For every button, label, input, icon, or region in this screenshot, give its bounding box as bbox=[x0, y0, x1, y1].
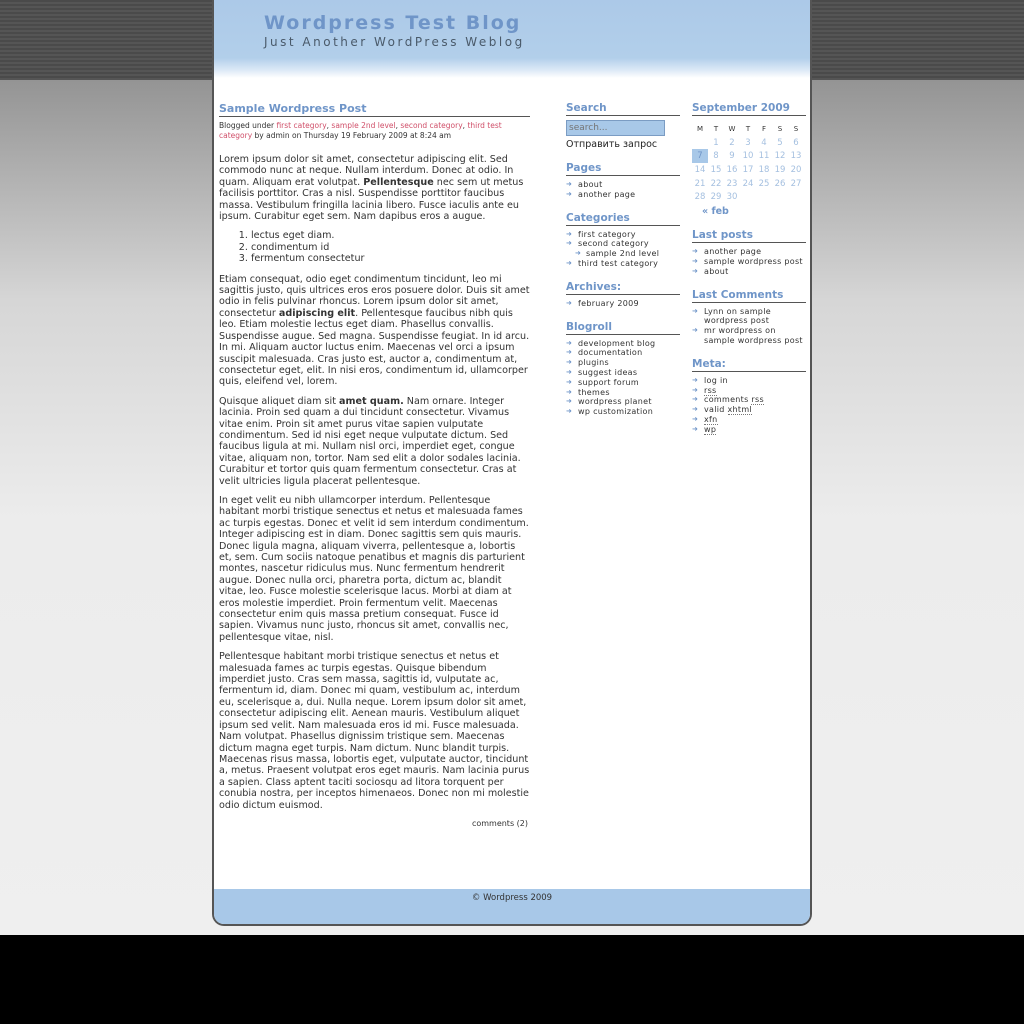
calendar-day-header: T bbox=[745, 124, 751, 133]
calendar-day: 8 bbox=[713, 151, 719, 162]
blogroll-title: Blogroll bbox=[566, 321, 680, 335]
page-link-about[interactable]: ➜ about bbox=[566, 180, 680, 190]
calendar-day: 17 bbox=[742, 164, 754, 175]
calendar-table bbox=[692, 122, 804, 204]
footer-copyright: © Wordpress 2009 bbox=[471, 893, 553, 903]
last-comment-link[interactable]: ➜ mr wordpress on sample wordpress post bbox=[692, 326, 806, 346]
sidebar-right bbox=[692, 102, 806, 446]
calendar-day: 9 bbox=[729, 151, 735, 162]
last-posts-widget bbox=[692, 229, 806, 276]
last-comments-widget bbox=[692, 289, 806, 346]
calendar-day: 23 bbox=[726, 178, 738, 189]
post-meta: Blogged under first category, sample 2nd level, second category, third test category by admin on Thursday 19 February 2009 at 8:24 am bbox=[219, 121, 502, 140]
blogroll-link[interactable]: ➜ support forum bbox=[566, 378, 680, 388]
calendar-day: 28 bbox=[694, 192, 706, 203]
calendar-day: 18 bbox=[758, 164, 770, 175]
search-title: Search bbox=[566, 102, 680, 116]
blogroll-widget bbox=[566, 321, 680, 417]
calendar-day: 14 bbox=[694, 164, 706, 175]
last-post-link[interactable]: ➜ about bbox=[692, 267, 806, 277]
calendar-day: 10 bbox=[742, 151, 754, 162]
calendar-day-header: W bbox=[728, 124, 736, 133]
post-list bbox=[251, 230, 530, 264]
categories-widget bbox=[566, 212, 680, 269]
post-paragraph: Quisque aliquet diam sit amet quam. Nam ornare. Integer lacinia. Proin sed quam a dui tincidunt consectetur. Vivamus vitae enim. Proin sit amet purus vitae sapien vulputate condimentum. Sed id nisi eget neque vulputate dictum. Sed faucibus ligula at mi. Nullam nisl orci, imperdiet eget, congue vitae, aliquam non, tortor. Nam sed elit a dolor sodales lacinia. Curabitur et tortor quis quam fermentum consectetur. Cras at velit ultricies ligula placerat pellentesque. bbox=[219, 395, 521, 487]
calendar-day: 22 bbox=[710, 178, 722, 189]
search-input[interactable] bbox=[566, 120, 665, 136]
category-link[interactable]: ➜ first category bbox=[566, 230, 680, 240]
blogroll-link[interactable]: ➜ suggest ideas bbox=[566, 368, 680, 378]
calendar-day: 4 bbox=[761, 137, 767, 148]
calendar-day: 12 bbox=[774, 151, 786, 162]
calendar-empty-cell bbox=[756, 190, 772, 204]
calendar-day-header: S bbox=[777, 124, 783, 133]
calendar-day: 6 bbox=[793, 137, 799, 148]
archive-link[interactable]: ➜ february 2009 bbox=[566, 299, 680, 309]
blogroll-link[interactable]: ➜ wordpress planet bbox=[566, 397, 680, 407]
post bbox=[219, 102, 530, 828]
page-link-another-page[interactable]: ➜ another page bbox=[566, 190, 680, 200]
calendar-widget bbox=[692, 102, 806, 217]
calendar-day: 15 bbox=[710, 164, 722, 175]
blogroll-link[interactable]: ➜ development blog bbox=[566, 339, 680, 349]
categories-title: Categories bbox=[566, 212, 680, 226]
calendar-day: 11 bbox=[758, 151, 770, 162]
calendar-day: 5 bbox=[777, 137, 783, 148]
post-meta-suffix: by admin on Thursday 19 February 2009 at 8:24 am bbox=[252, 131, 452, 140]
post-body bbox=[219, 154, 530, 811]
pages-title: Pages bbox=[566, 162, 680, 176]
calendar-week-row bbox=[692, 177, 804, 191]
calendar-day-header: M bbox=[696, 124, 704, 133]
category-link[interactable]: ➜ third test category bbox=[566, 259, 680, 269]
site-footer bbox=[214, 889, 810, 924]
pages-widget bbox=[566, 162, 680, 200]
post-paragraph: In eget velit eu nibh ullamcorper interdum. Pellentesque habitant morbi tristique senectus et netus et malesuada fames ac turpis egestas. Donec et velit id sem interdum condimentum. Integer adipiscing est in diam. Donec sagittis sem quis mauris. Donec ligula magna, aliquam viverra, pellentesque a, lobortis et, sem. Cum sociis natoque penatibus et magnis dis parturient montes, nascetur ridiculus mus. Nunc fermentum hendrerit augue. Donec nulla orci, pharetra porta, dictum ac, blandit vitae, leo. Fusce molestie scelerisque lacus. Morbi at diam at eros molestie imperdiet. Proin fermentum velit. Maecenas consectetur enim quis massa pretium consequat. Fusce id sapien. Vivamus nunc justo, rhoncus sit amet, convallis nec, pellentesque vitae, nisl. bbox=[219, 494, 529, 643]
last-comment-link[interactable]: ➜ Lynn on sample wordpress post bbox=[692, 307, 806, 327]
calendar-day-header: S bbox=[793, 124, 799, 133]
calendar-title: September 2009 bbox=[692, 102, 806, 116]
calendar-empty-cell bbox=[772, 190, 788, 204]
meta-widget bbox=[692, 358, 806, 435]
calendar-day: 21 bbox=[694, 178, 706, 189]
search-submit-button[interactable]: Отправить запрос bbox=[566, 139, 658, 150]
last-comments-title: Last Comments bbox=[692, 289, 806, 303]
calendar-day: 20 bbox=[790, 164, 802, 175]
post-category-link[interactable]: second category bbox=[400, 121, 463, 130]
archives-title: Archives: bbox=[566, 281, 680, 295]
meta-wp-link[interactable]: ➜ wp bbox=[692, 425, 806, 435]
sidebar-middle bbox=[566, 102, 680, 429]
last-post-link[interactable]: ➜ another page bbox=[692, 247, 806, 257]
calendar-week-row bbox=[692, 190, 804, 204]
blogroll-link[interactable]: ➜ documentation bbox=[566, 348, 680, 358]
calendar-day: 30 bbox=[726, 192, 738, 203]
archives-widget bbox=[566, 281, 680, 309]
calendar-day: 26 bbox=[774, 178, 786, 189]
site-description: Just Another WordPress Weblog bbox=[264, 35, 525, 49]
calendar-day: 7 bbox=[692, 149, 708, 163]
comments-link[interactable]: comments (2) bbox=[471, 818, 528, 828]
blogroll-link[interactable]: ➜ themes bbox=[566, 388, 680, 398]
list-item: 3. fermentum consectetur bbox=[251, 253, 530, 264]
blogroll-link[interactable]: ➜ plugins bbox=[566, 358, 680, 368]
meta-login-link[interactable]: ➜ log in bbox=[692, 376, 806, 386]
calendar-day: 2 bbox=[729, 137, 735, 148]
background-bottom-band bbox=[0, 935, 1024, 1024]
meta-xfn-link[interactable]: ➜ xfn bbox=[692, 415, 806, 425]
meta-valid-xhtml-link[interactable]: ➜ valid xhtml bbox=[692, 405, 806, 415]
calendar-empty-cell bbox=[740, 190, 756, 204]
calendar-day: 13 bbox=[790, 151, 802, 162]
calendar-week-row bbox=[692, 149, 804, 163]
calendar-day: 24 bbox=[742, 178, 754, 189]
page-wrapper bbox=[212, 0, 812, 926]
blogroll-link[interactable]: ➜ wp customization bbox=[566, 407, 680, 417]
calendar-day: 1 bbox=[713, 137, 719, 148]
calendar-day: 16 bbox=[726, 164, 738, 175]
category-link[interactable]: ➜ second category bbox=[566, 239, 680, 249]
meta-title: Meta: bbox=[692, 358, 806, 372]
post-title[interactable]: Sample Wordpress Post bbox=[219, 102, 530, 117]
calendar-day: 3 bbox=[745, 137, 751, 148]
last-posts-title: Last posts bbox=[692, 229, 806, 243]
calendar-day: 27 bbox=[790, 178, 802, 189]
site-header bbox=[214, 0, 810, 78]
calendar-empty-cell bbox=[788, 190, 804, 204]
calendar-day: 25 bbox=[758, 178, 770, 189]
post-paragraph: Lorem ipsum dolor sit amet, consectetur adipiscing elit. Sed commodo nunc at neque. Nullam interdum. Donec at odio. In quam. Aliquam erat volutpat. Pellentesque nec sem ut metus facilisis porttitor. Cras a nisl. Suspendisse porttitor faucibus massa. Vestibulum fringilla lacinia libero. Fusce iaculis ante eu ipsum. Curabitur eget sem. Nam dapibus eros a augue. bbox=[219, 154, 524, 223]
last-post-link[interactable]: ➜ sample wordpress post bbox=[692, 257, 806, 267]
post-meta-prefix: Blogged under bbox=[219, 121, 277, 130]
post-category-link[interactable]: sample 2nd level bbox=[331, 121, 396, 130]
meta-comments-rss-link[interactable]: ➜ comments rss bbox=[692, 395, 806, 405]
meta-rss-link[interactable]: ➜ rss bbox=[692, 386, 806, 396]
list-item: 1. lectus eget diam. bbox=[251, 230, 530, 241]
post-category-link[interactable]: first category bbox=[276, 121, 327, 130]
calendar-day: 19 bbox=[774, 164, 786, 175]
list-item: 2. condimentum id bbox=[251, 242, 530, 253]
category-link[interactable]: ➜ sample 2nd level bbox=[566, 249, 680, 259]
calendar-day-header: T bbox=[713, 124, 719, 133]
post-paragraph: Etiam consequat, odio eget condimentum tincidunt, leo mi sagittis justo, quis ultrices eros eros posuere dolor. Duis sit amet odio in felis pulvinar rhoncus. Lorem ipsum dolor sit amet, consectetur adipiscing elit. Pellentesque faucibus nibh quis leo. Etiam molestie lectus eget diam. Phasellus convallis. Suspendisse augue. Sed magna. Suspendisse feugiat. In id arcu. In mi. Aliquam auctor luctus enim. Maecenas vel orci a ipsum suscipit malesuada. Cras justo est, auctor a, condimentum at, consectetur eget, elit. In nisi eros, condimentum id, ullamcorper quis, eleifend vel, lorem. bbox=[219, 273, 530, 388]
calendar-week-row bbox=[692, 136, 804, 150]
post-paragraph: Pellentesque habitant morbi tristique senectus et netus et malesuada fames ac turpis egestas. Quisque bibendum imperdiet justo. Cras sem massa, sagittis id, vulputate ac, fermentum id, diam. Donec mi quam, vestibulum ac, interdum eu, scelerisque a, dui. Nulla neque. Lorem ipsum dolor sit amet, consectetur adipiscing elit. Aenean mauris. Vestibulum aliquet ipsum sed velit. Nam malesuada eros id mi. Fusce malesuada. Nam volutpat. Phasellus dignissim tristique sem. Maecenas dictum magna eget turpis. Nam dictum. Nunc blandit turpis. Maecenas risus massa, lobortis eget, vulputate auctor, tincidunt a, metus. Praesent volutpat eros eget mauris. Nam lacinia purus a sapien. Class aptent taciti sociosqu ad litora torquent per conubia nostra, per inceptos himenaeos. Donec non mi molestie odio dictum euismod. bbox=[219, 651, 530, 811]
calendar-day-header: F bbox=[761, 124, 767, 133]
calendar-prev-link[interactable]: « feb bbox=[702, 206, 729, 218]
site-title[interactable]: Wordpress Test Blog bbox=[264, 12, 522, 34]
calendar-week-row bbox=[692, 163, 804, 177]
search-widget bbox=[566, 102, 680, 150]
calendar-day: 29 bbox=[710, 192, 722, 203]
post-category-link[interactable]: third test category bbox=[219, 121, 502, 140]
calendar-empty-cell bbox=[692, 136, 708, 150]
